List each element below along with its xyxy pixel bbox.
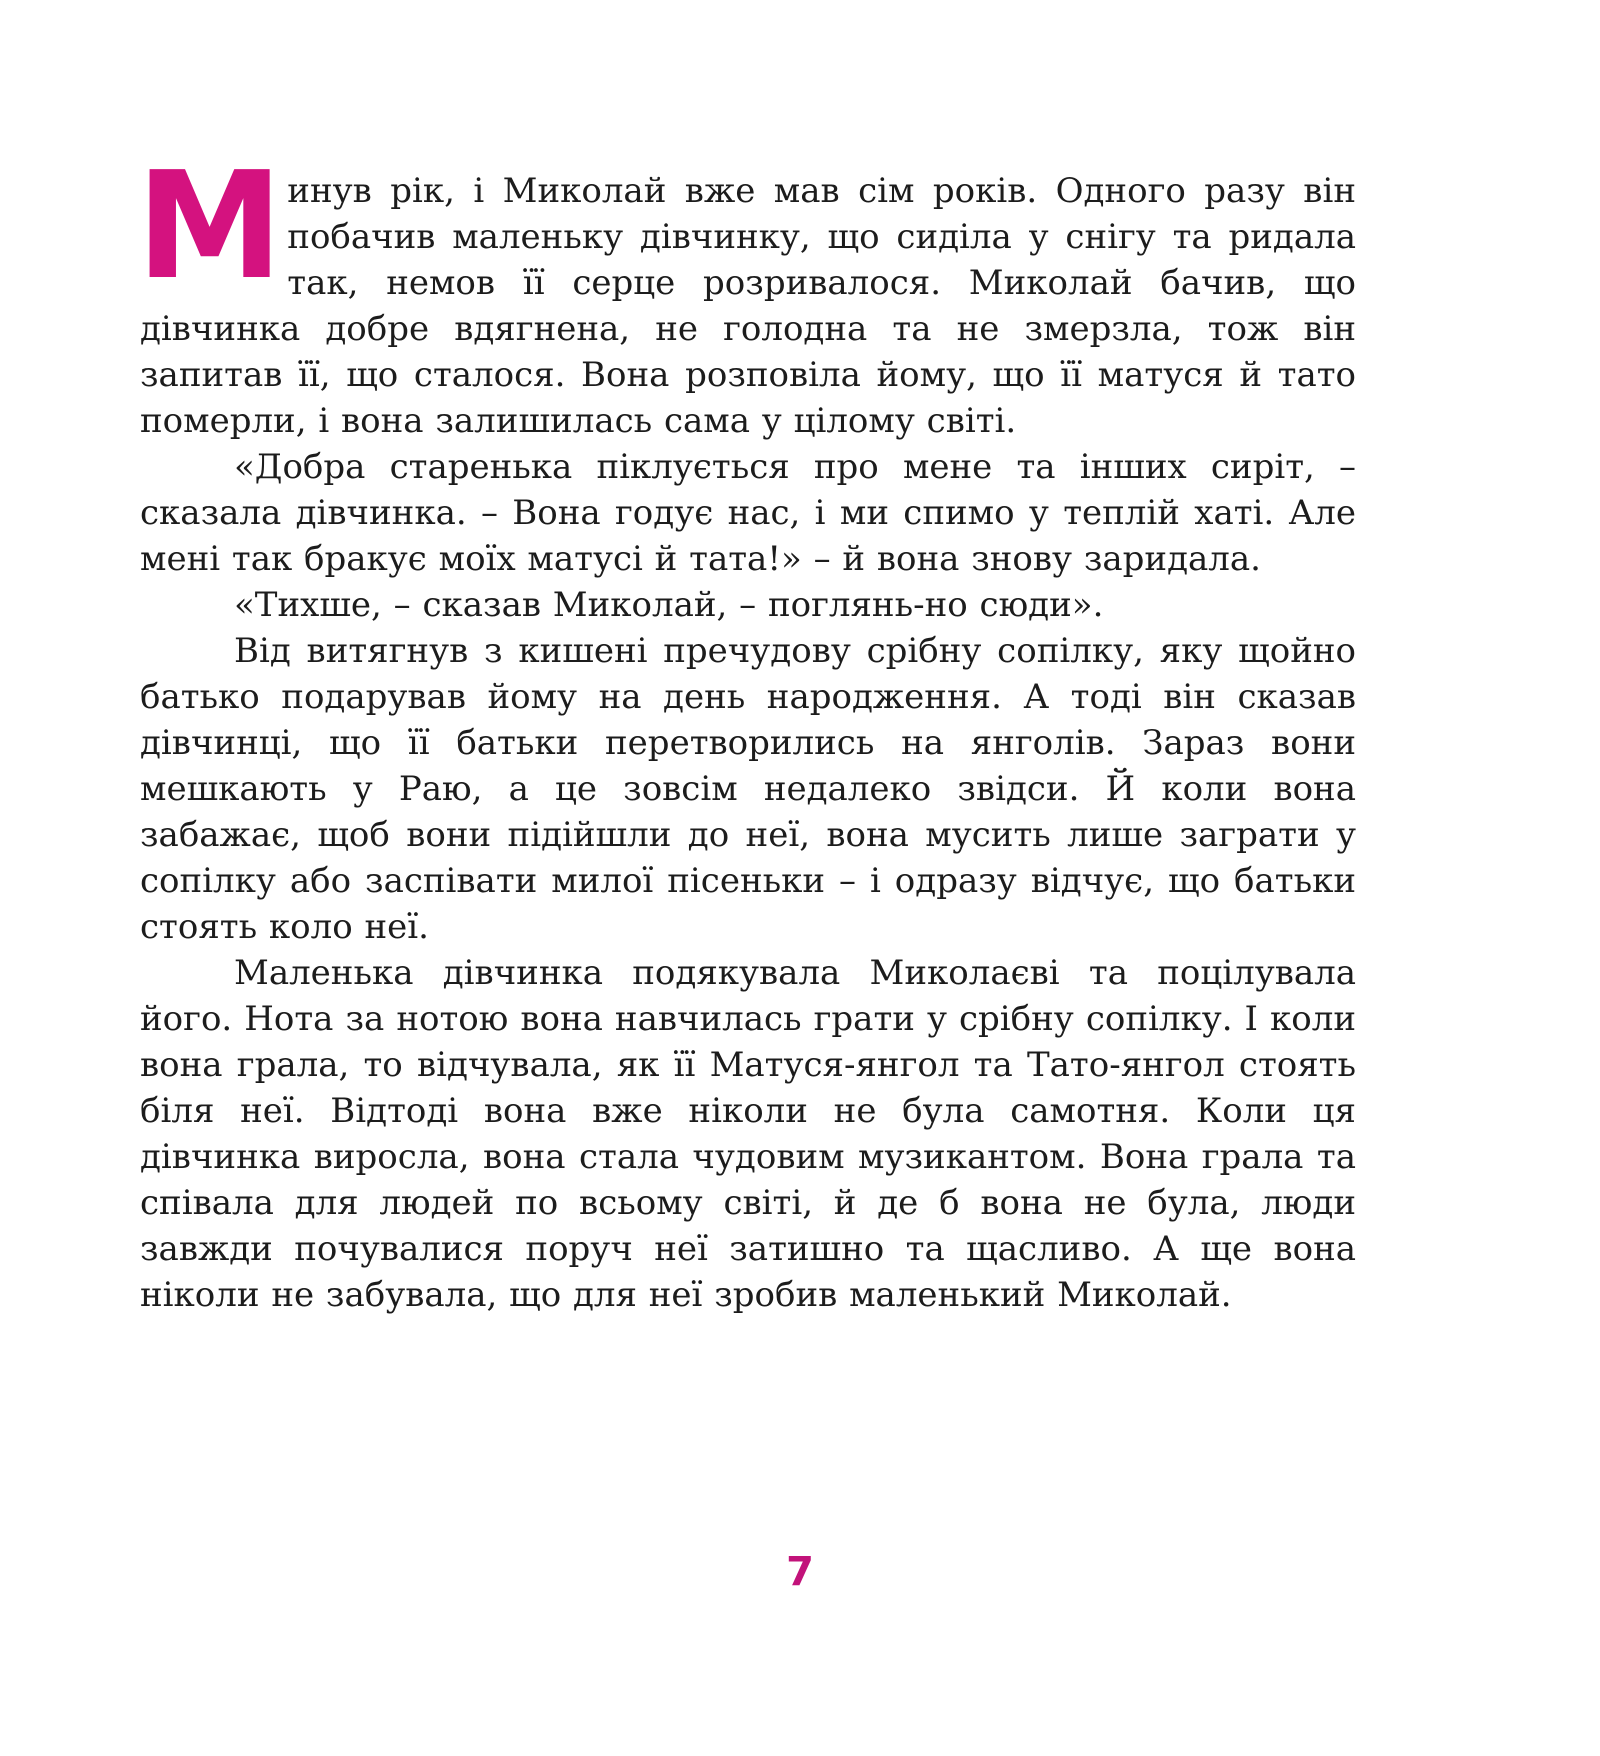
drop-cap-letter: М (136, 140, 280, 312)
paragraph-1-text: инув рік, і Миколай вже мав сім років. Одного разу він побачив маленьку дівчинку, що сиділа у снігу та ридала так, немов її серце розривалося. Миколай бачив, що дівчинка добре вдягнена, не голодна та не змерзла, тож він запитав її, що сталося. Вона розповіла йому, що її матуся й тато померли, і вона залишилась сама у цілому світі. (140, 171, 1356, 441)
page-number: 7 (786, 1549, 814, 1595)
paragraph-1 (136, 140, 1356, 444)
paragraph-3: «Тихше, – сказав Миколай, – поглянь-но сюди». (234, 585, 1104, 625)
paragraph-4: Від витягнув з кишені пречудову срібну сопілку, яку щойно батько подарував йому на день народження. А тоді він сказав дівчинці, що її батьки перетворились на янголів. Зараз вони мешкають у Раю, а це зовсім недалеко звідси. Й коли вона забажає, щоб вони підійшли до неї, вона мусить лише заграти у сопілку або заспівати милої пісеньки – і одразу відчує, що батьки стоять коло неї. (140, 631, 1356, 947)
paragraph-5: Маленька дівчинка подякувала Миколаєві та поцілувала його. Нота за нотою вона навчилась грати у срібну сопілку. І коли вона грала, то відчувала, як її Матуся-янгол та Тато-янгол стоять біля неї. Відтоді вона вже ніколи не була самотня. Коли ця дівчинка виросла, вона стала чудовим музикантом. Вона грала та співала для людей по всьому світі, й де б вона не була, люди завжди почувалися поруч неї затишно та щасливо. А ще вона ніколи не забувала, що для неї зробив маленький Миколай. (140, 953, 1356, 1315)
story-text (136, 140, 1356, 1318)
paragraph-2: «Добра старенька піклується про мене та інших сиріт, – сказала дівчинка. – Вона годує нас, і ми спимо у теплій хаті. Але мені так бракує моїх матусі й тата!» – й вона знову заридала. (140, 447, 1356, 579)
